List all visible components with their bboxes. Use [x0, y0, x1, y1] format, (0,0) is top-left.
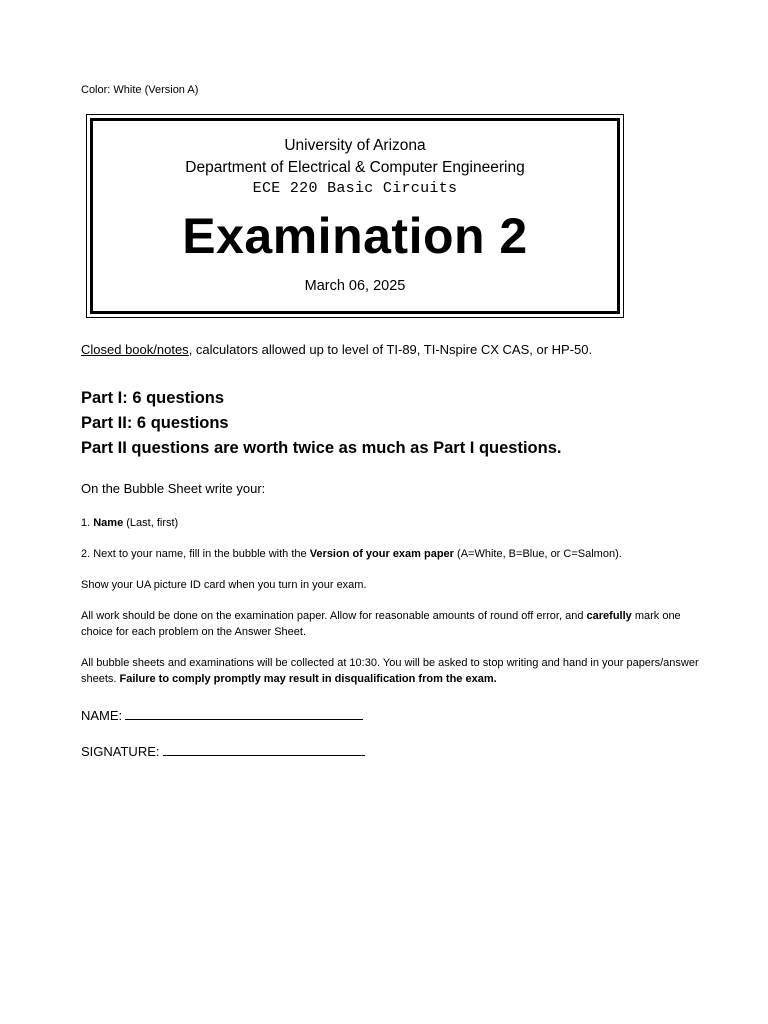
exam-rules: [81, 342, 592, 357]
bubble-sheet-intro: On the Bubble Sheet write your:: [81, 481, 266, 496]
collection-instruction: [81, 655, 701, 687]
name-field: [81, 707, 363, 723]
id-card-instruction: Show your UA picture ID card when you turn in your exam.: [81, 579, 367, 591]
part-one-heading: Part I: 6 questions: [81, 389, 225, 407]
item-text: 2. Next to your name, fill in the bubble with the: [81, 548, 310, 560]
work-instruction: [81, 608, 701, 640]
name-label: NAME:: [81, 708, 123, 723]
signature-blank-line[interactable]: [163, 743, 365, 756]
work-text-end: mark one choice for each problem on the Answer Sheet.: [81, 610, 681, 638]
item-detail: (A=White, B=Blue, or C=Salmon).: [453, 548, 622, 560]
signature-field: [81, 743, 365, 759]
collection-text: All bubble sheets and examinations will be collected at 10:30. You will be asked to stop writing and hand in your papers/answer sheets.: [81, 657, 699, 685]
calculator-policy: , calculators allowed up to level of TI-89, TI-Nspire CX CAS, or HP-50.: [188, 342, 593, 357]
work-text: All work should be done on the examination paper. Allow for reasonable amounts of round off error, and: [81, 610, 587, 622]
item-detail: (Last, first): [123, 517, 179, 529]
item-emphasis: Version of your exam paper: [309, 548, 454, 560]
title-box-inner-border: [90, 118, 620, 314]
collection-warning: Failure to comply promptly may result in disqualification from the exam.: [119, 673, 497, 685]
title-box: [86, 114, 624, 318]
name-blank-line[interactable]: [125, 707, 363, 720]
weighting-heading: Part II questions are worth twice as much as Part I questions.: [81, 439, 562, 457]
item-number: 1.: [81, 517, 94, 529]
item-emphasis: Name: [93, 517, 124, 529]
exam-date: March 06, 2025: [304, 278, 406, 294]
university-name: University of Arizona: [284, 137, 426, 154]
closed-book-label: Closed book/notes: [81, 342, 189, 357]
course-name: ECE 220 Basic Circuits: [252, 180, 458, 197]
signature-label: SIGNATURE:: [81, 744, 160, 759]
exam-title: Examination 2: [182, 208, 528, 264]
color-version-label: Color: White (Version A): [81, 84, 199, 96]
work-emphasis: carefully: [586, 610, 632, 622]
department-name: Department of Electrical & Computer Engineering: [185, 159, 525, 176]
part-two-heading: Part II: 6 questions: [81, 414, 229, 432]
bubble-item-version: [81, 546, 622, 562]
bubble-item-name: [81, 515, 178, 531]
